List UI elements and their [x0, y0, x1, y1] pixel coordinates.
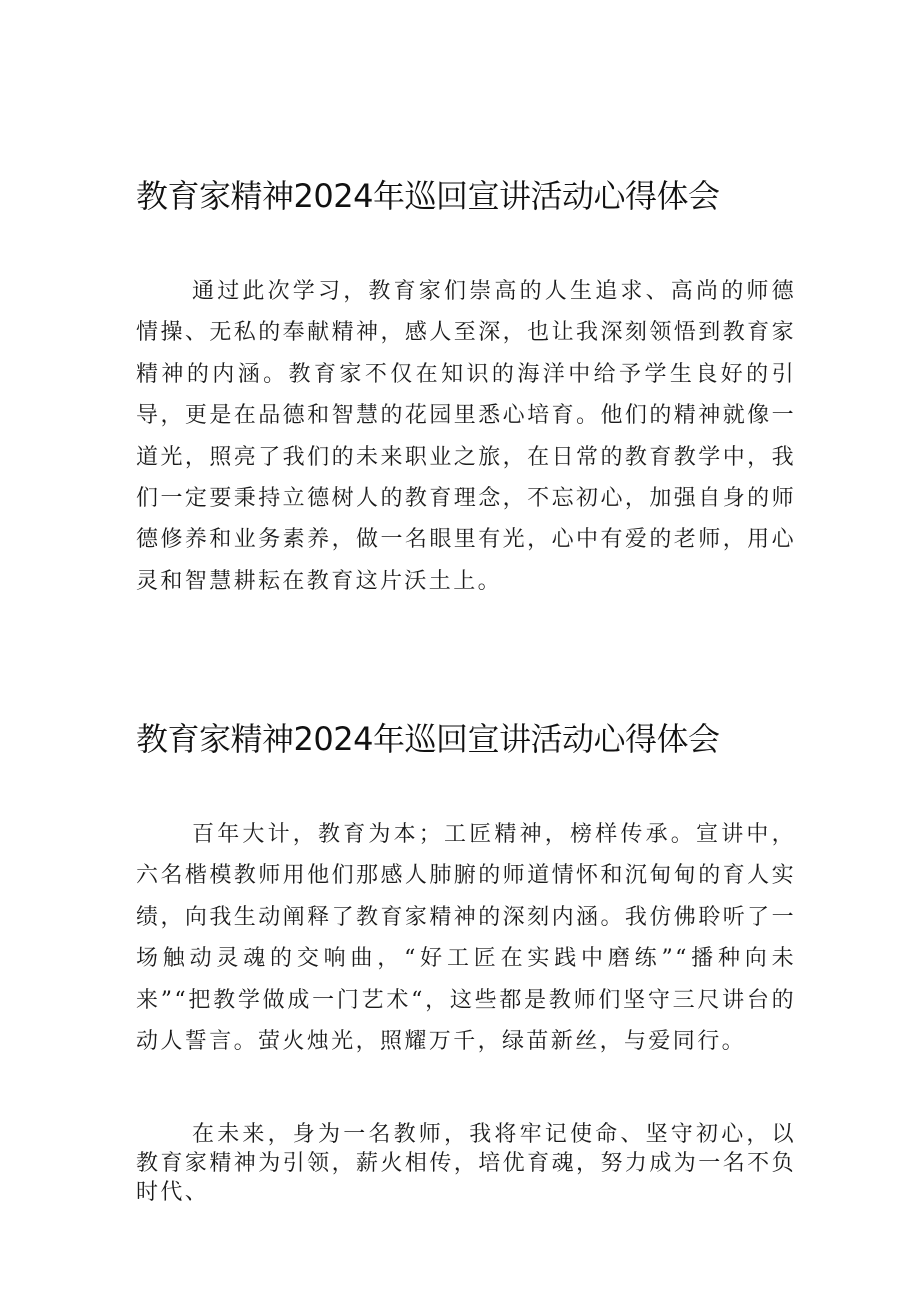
section-2-paragraph-2: 在未来，身为一名教师，我将牢记使命、坚守初心，以教育家精神为引领，薪火相传，培优育魂，努力成为一名不负时代、 — [136, 1122, 796, 1205]
section-1-paragraph-1: 通过此次学习，教育家们崇高的人生追求、高尚的师德情操、无私的奉献精神，感人至深，也让我深刻领悟到教育家精神的内涵。教育家不仅在知识的海洋中给予学生良好的引导，更是在品德和智慧的花园里悉心培育。他们的精神就像一道光，照亮了我们的未来职业之旅，在日常的教育教学中，我们一定要秉持立德树人的教育理念，不忘初心，加强自身的师德修养和业务素养，做一名眼里有光，心中有爱的老师，用心灵和智慧耕耘在教育这片沃土上。 — [136, 279, 796, 594]
section-2-paragraph-1: 百年大计，教育为本；工匠精神，榜样传承。宣讲中，六名楷模教师用他们那感人肺腑的师道情怀和沉甸甸的育人实绩，向我生动阐释了教育家精神的深刻内涵。我仿佛聆听了一场触动灵魂的交响曲，“好工匠在实践中磨练”“播种向未来”“把教学做成一门艺术“，这些都是教师们坚守三尺讲台的动人誓言。萤火烛光，照耀万千，绿苗新丝，与爱同行。 — [136, 822, 796, 1055]
section-2-title: 教育家精神2024年巡回宣讲活动心得体会 — [136, 720, 720, 758]
section-1-title: 教育家精神2024年巡回宣讲活动心得体会 — [136, 177, 720, 215]
